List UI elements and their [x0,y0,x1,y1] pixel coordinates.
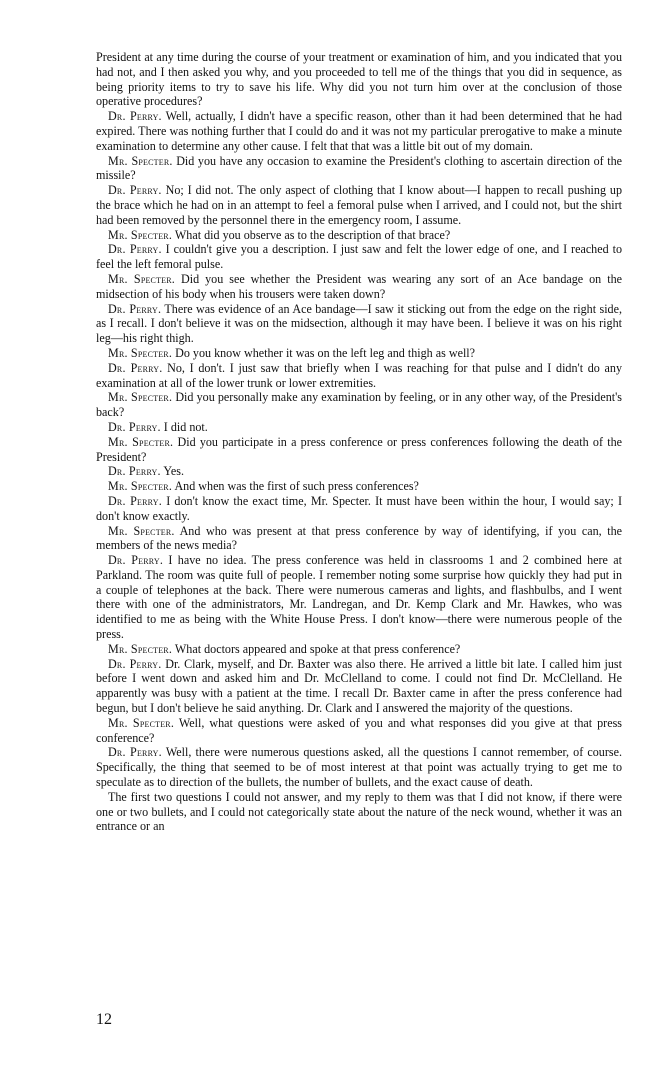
paragraph: Dr. Perry. I couldn't give you a description. I just saw and felt the lower edge of one, and I reached to feel the left femoral pulse. [96,242,622,272]
speaker-label: Dr. Perry. [108,242,162,257]
paragraph: Mr. Specter. And who was present at that press conference by way of identifying, if you can, the members of the news media? [96,523,622,553]
speaker-label: Dr. Perry. [108,360,163,375]
paragraph: Dr. Perry. Well, there were numerous questions asked, all the questions I cannot remember, of course. Specifically, the thing that seemed to be of most interest at that point was actually trying to get me to speculate as to direction of the bullets, the number of bullets, and the exact cause of death. [96,745,622,790]
speaker-label: Dr. Perry. [108,301,162,316]
speaker-label: Mr. Specter. [108,153,173,168]
paragraph: Dr. Perry. I have no idea. The press conference was held in classrooms 1 and 2 combined here at Parkland. The room was quite full of people. I remember noting some surprise how quickly they had put in a couple of telephones at the back. There were numerous cameras and lights, and flashbulbs, and I went there with one of the administrators, Mr. Landregan, and Dr. Kemp Clark and Mr. Hawkes, who was identified to me as being with the White House Press. I don't know—there were numerous people of the press. [96,553,622,642]
paragraph: The first two questions I could not answer, and my reply to them was that I did not know, if there were one or two bullets, and I could not categorically state about the nature of the neck wound, whether it was an entrance or an [96,789,622,834]
speaker-label: Mr. Specter. [108,434,174,449]
paragraph: Mr. Specter. And when was the first of such press conferences? [108,479,419,494]
paragraph: Mr. Specter. Did you see whether the President was wearing any sort of an Ace bandage on the midsection of his body when his trousers were taken down? [96,271,622,301]
speaker-label: Dr. Perry. [108,745,162,760]
speaker-label: Mr. Specter. [108,479,173,494]
paragraph: Dr. Perry. Yes. [108,464,184,479]
speaker-label: Mr. Specter. [108,345,173,360]
paragraph: Dr. Perry. No; I did not. The only aspect of clothing that I know about—I happen to recall pushing up the brace which he had on in an attempt to feel a femoral pulse when I arrived, and I could not, but the shirt had been removed by the personnel there in the emergency room, I assume. [96,183,623,227]
speaker-label: Dr. Perry. [108,493,162,508]
speaker-label: Dr. Perry. [108,109,162,124]
speaker-label: Mr. Specter. [108,227,173,242]
paragraph: Mr. Specter. Do you know whether it was on the left leg and thigh as well? [108,345,476,360]
paragraph: Mr. Specter. Did you participate in a press conference or press conferences following the death of the President? [96,434,622,464]
paragraph: Mr. Specter. Did you personally make any examination by feeling, or in any other way, of the President's back? [96,390,622,420]
transcript-page [96,50,622,834]
speaker-label: Mr. Specter. [108,641,173,656]
paragraph: Dr. Perry. Dr. Clark, myself, and Dr. Baxter was also there. He arrived a little bit late. I called him just before I went down and asked him and Dr. McClelland to come. I could not find Dr. McClelland. He apparently was busy with a patient at the time. I recall Dr. Baxter came in after the press conference had begun, but I don't believe he said anything. Dr. Clark and I answered the majority of the questions. [96,656,622,716]
speaker-label: Dr. Perry. [108,656,162,671]
speaker-label: Mr. Specter. [108,523,175,538]
speaker-label: Dr. Perry. [108,419,161,434]
paragraph: Mr. Specter. Did you have any occasion to examine the President's clothing to ascertain direction of the missile? [96,153,622,183]
page-number: 12 [96,1011,112,1028]
paragraph: Dr. Perry. I did not. [108,419,208,434]
speaker-label: Dr. Perry. [108,183,162,198]
paragraph: Mr. Specter. Well, what questions were asked of you and what responses did you give at that press conference? [96,715,622,745]
paragraph: Dr. Perry. Well, actually, I didn't have a specific reason, other than it had been determined that he had expired. There was nothing further that I could do and it was not my particular prerogative to make a minute examination to determine any other cause. I felt that that was a little bit out of my domain. [96,109,623,153]
speaker-label: Mr. Specter. [108,715,175,730]
paragraph: Mr. Specter. What doctors appeared and spoke at that press conference? [108,641,461,656]
paragraph: Dr. Perry. There was evidence of an Ace bandage—I saw it sticking out from the edge on the right side, as I recall. I don't believe it was on the midsection, although it may have been. I believe it was on his right leg—his right thigh. [96,301,622,346]
paragraph: Dr. Perry. I don't know the exact time, Mr. Specter. It must have been within the hour, I would say; I don't know exactly. [96,493,622,523]
speaker-label: Mr. Specter. [108,271,176,286]
speaker-label: Mr. Specter. [108,390,173,405]
paragraph: President at any time during the course of your treatment or examination of him, and you indicated that you had not, and I then asked you why, and you proceeded to tell me of the things that you did in sequence, as being priority items to try to save his life. Why did you not turn him over at the conclusion of those operative procedures? [96,50,622,109]
speaker-label: Dr. Perry. [108,553,164,568]
paragraph: Dr. Perry. No, I don't. I just saw that briefly when I was reaching for that pulse and I didn't do any examination at all of the lower trunk or lower extremities. [96,360,623,390]
paragraph: Mr. Specter. What did you observe as to the description of that brace? [108,227,451,242]
speaker-label: Dr. Perry. [108,464,161,479]
